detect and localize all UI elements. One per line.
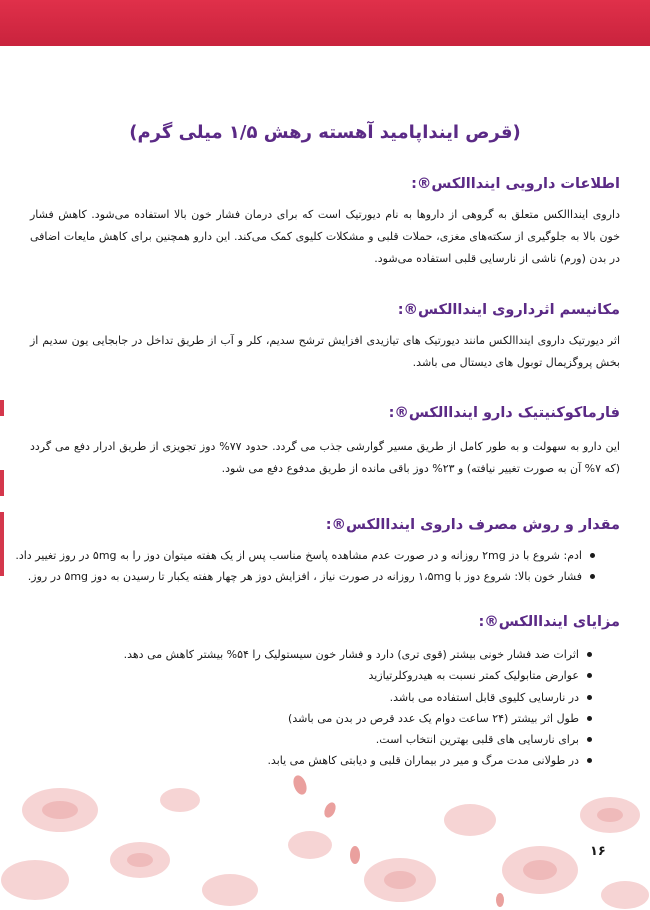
section-heading-pharmacokinetics: فارماکوکنیتیک دارو اینداالکس®: xyxy=(388,405,620,421)
dosage-list xyxy=(15,545,595,588)
page-number: ۱۶ xyxy=(590,844,606,859)
list-item: فشار خون بالا: شروع دوز با ۱،۵mg روزانه در صورت نیاز ، افزایش دوز هر چهار هفته یکبار تا رسیدن به دوز ۵mg در روز. xyxy=(15,566,595,587)
list-item: اثرات ضد فشار خونی بیشتر (قوی تری) دارد و فشار خون سیستولیک را ۵۴% بیشتر کاهش می دهد. xyxy=(124,644,592,665)
list-item: برای نارسایی های قلبی بهترین انتخاب است. xyxy=(124,729,592,750)
paragraph-mechanism: اثر دیورتیک داروی اینداالکس مانند دیورتیک های تیازیدی افزایش ترشح سدیم، کلر و آب از طریق تداخل در جابجایی یون سدیم از بخش پروگزیمال توبول های دیستال می باشد. xyxy=(30,334,620,369)
section-heading-benefits: مزایای اینداالکس®: xyxy=(478,614,620,630)
list-item: عوارض متابولیک کمتر نسبت به هیدروکلرتیازید xyxy=(124,665,592,686)
paragraph-info: داروی اینداالکس متعلق به گروهی از داروها به نام دیورتیک است که برای درمان فشار خون بالا استفاده می‌شود. کاهش فشار خون بالا به جلوگیری از سکته‌های مغزی، حملات قلبی و مشکلات کلیوی کمک می‌کند. این دارو همچنین برای کاهش مایعات اضافی در بدن (ورم) ناشی از نارسایی قلبی استفاده می‌شود. xyxy=(30,208,620,265)
list-item: ادم: شروع با دز ۲mg روزانه و در صورت عدم مشاهده پاسخ مناسب پس از یک هفته میتوان دوز را به ۵mg در روز تغییر داد. xyxy=(15,545,595,566)
section-heading-dosage: مقدار و روش مصرف داروی اینداالکس®: xyxy=(325,517,620,533)
list-item: طول اثر بیشتر (۲۴ ساعت دوام یک عدد قرص در بدن می باشد) xyxy=(124,708,592,729)
section-heading-mechanism: مکانیسم اثرداروی اینداالکس®: xyxy=(397,302,620,318)
list-item: در نارسایی کلیوی قابل استفاده می باشد. xyxy=(124,687,592,708)
benefits-list xyxy=(124,644,592,772)
paragraph-pharmacokinetics: این دارو به سهولت و به طور کامل از طریق مسیر گوارشی جذب می گردد. حدود ۷۷% دوز تجویزی از طریق ادرار دفع می گردد (که ۷% آن به صورت تغییر نیافته) و ۲۳% دوز باقی مانده از طریق مدفوع دفع می شود. xyxy=(30,440,620,475)
list-item: در طولانی مدت مرگ و میر در بیماران قلبی و دیابتی کاهش می یابد. xyxy=(124,750,592,771)
section-heading-info: اطلاعات دارویی اینداالکس®: xyxy=(411,176,620,192)
page-title: (قرص اینداپامید آهسته رهش ۱/۵ میلی گرم) xyxy=(129,122,521,143)
